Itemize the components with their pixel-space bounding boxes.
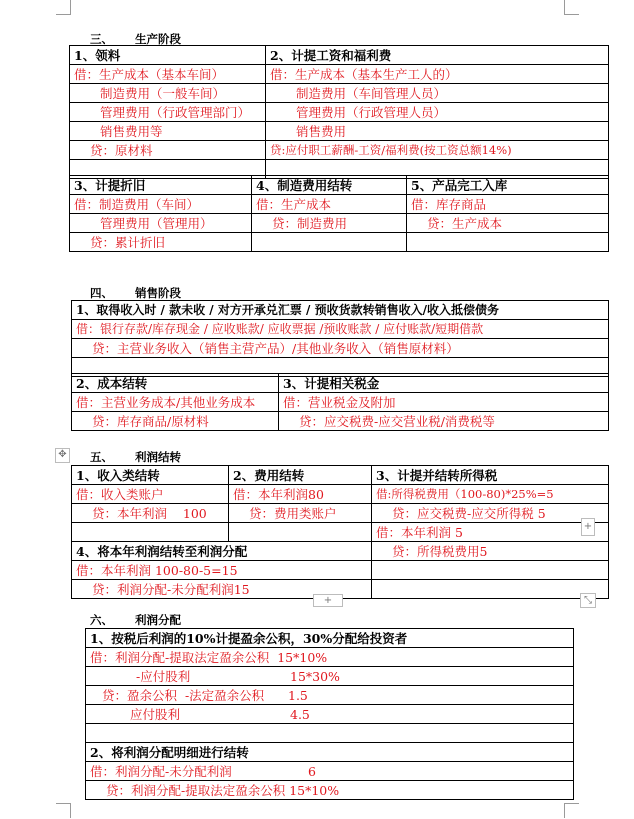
table-cell[interactable]: 贷：应交税费-应交所得税 5 xyxy=(372,504,609,523)
page-corner-mark-bottom-left xyxy=(56,803,71,818)
table-cell[interactable]: 贷：利润分配-未分配利润15 xyxy=(72,580,372,599)
page-corner-mark-top-left xyxy=(56,0,71,15)
table-row xyxy=(70,233,609,252)
table-cell[interactable]: 借：生产成本（基本车间） xyxy=(70,65,266,84)
table-cell[interactable]: 4、将本年利润结转至利润分配 xyxy=(72,542,372,561)
profit-transfer-table xyxy=(71,465,609,599)
table-cell[interactable]: 借：主营业务成本/其他业务成本 xyxy=(72,393,279,412)
table-cell[interactable]: 1、取得收入时 / 款未收 / 对方开承兑汇票 / 预收货款转销售收入/收入抵偿债务 xyxy=(72,301,609,320)
page-corner-mark-bottom-right xyxy=(564,803,579,818)
table-cell[interactable]: 5、产品完工入库 xyxy=(407,176,609,195)
entry-amount: 6 xyxy=(308,763,316,779)
table-row xyxy=(72,466,609,485)
table-cell[interactable]: 借：本年利润80 xyxy=(229,485,372,504)
table-cell[interactable]: 借：营业税金及附加 xyxy=(279,393,609,412)
table-cell[interactable]: 贷：原材料 xyxy=(70,141,266,160)
section-heading-sales xyxy=(90,285,181,301)
table-row xyxy=(70,84,609,103)
table-cell[interactable]: 1、按税后利润的10%计提盈余公积，30%分配给投资者 xyxy=(86,629,574,648)
table-cell[interactable] xyxy=(86,648,574,667)
entry-account: 贷：盈余公积 -法定盈余公积 xyxy=(102,687,265,703)
add-column-button[interactable]: + xyxy=(581,518,595,536)
table-cell[interactable]: 借：银行存款/库存现金 / 应收账款/ 应收票据 /预收账款 / 应付账款/短期借款 xyxy=(72,320,609,339)
table-cell[interactable]: 2、将利润分配明细进行结转 xyxy=(86,743,574,762)
entry-account: -应付股利 xyxy=(136,668,191,684)
table-cell[interactable]: 贷：制造费用 xyxy=(252,214,407,233)
table-cell[interactable]: 借：生产成本（基本生产工人的） xyxy=(266,65,609,84)
table-cell[interactable]: 管理费用（行政管理人员） xyxy=(266,103,609,122)
table-row xyxy=(72,504,609,523)
table-cell[interactable]: 2、计提工资和福利费 xyxy=(266,46,609,65)
table-cell[interactable] xyxy=(86,667,574,686)
section-title: 利润分配 xyxy=(135,613,181,627)
table-cell[interactable]: 贷：费用类账户 xyxy=(229,504,372,523)
table-row xyxy=(70,122,609,141)
table-row xyxy=(86,724,574,743)
table-row xyxy=(86,648,574,667)
table-cell[interactable] xyxy=(86,724,574,743)
table-row xyxy=(86,743,574,762)
table-cell[interactable]: 1、收入类结转 xyxy=(72,466,229,485)
table-cell[interactable]: 贷:应付职工薪酬-工资/福利费(按工资总额14%) xyxy=(266,141,609,160)
entry-amount: 15*10% xyxy=(277,649,328,665)
table-cell[interactable]: 2、费用结转 xyxy=(229,466,372,485)
table-cell[interactable]: 贷：利润分配-提取法定盈余公积 15*10% xyxy=(86,781,574,800)
section-title: 生产阶段 xyxy=(135,32,181,46)
table-cell[interactable]: 借：库存商品 xyxy=(407,195,609,214)
add-row-button[interactable]: + xyxy=(313,594,343,607)
table-cell[interactable] xyxy=(229,523,372,542)
table-row xyxy=(70,46,609,65)
table-row xyxy=(72,523,609,542)
entry-account: 应付股利 xyxy=(130,706,181,722)
production-table-2 xyxy=(69,175,609,252)
table-row xyxy=(86,667,574,686)
table-row xyxy=(86,686,574,705)
table-row xyxy=(72,393,609,412)
section-heading-profit-transfer xyxy=(90,449,181,465)
table-cell[interactable]: 贷：应交税费-应交营业税/消费税等 xyxy=(279,412,609,431)
table-cell[interactable]: 3、计提折旧 xyxy=(70,176,252,195)
section-title: 利润结转 xyxy=(135,450,181,464)
table-cell[interactable]: 制造费用（车间管理人员） xyxy=(266,84,609,103)
table-move-handle-icon[interactable]: ✥ xyxy=(55,448,70,463)
table-cell[interactable] xyxy=(72,523,229,542)
table-cell[interactable]: 贷：本年利润 100 xyxy=(72,504,229,523)
table-cell[interactable]: 借：收入类账户 xyxy=(72,485,229,504)
table-cell[interactable]: 借:所得税费用（100-80)*25%=5 xyxy=(372,485,609,504)
table-row xyxy=(86,781,574,800)
table-cell[interactable]: 2、成本结转 xyxy=(72,374,279,393)
table-row xyxy=(86,629,574,648)
table-cell[interactable]: 管理费用（行政管理部门） xyxy=(70,103,266,122)
table-cell[interactable] xyxy=(407,233,609,252)
section-number: 五、 xyxy=(90,450,113,464)
table-cell[interactable]: 贷：累计折旧 xyxy=(70,233,252,252)
table-row xyxy=(86,762,574,781)
table-row xyxy=(72,542,609,561)
table-cell[interactable]: 借：本年利润 5 xyxy=(372,523,609,542)
table-row xyxy=(70,141,609,160)
table-row xyxy=(72,301,609,320)
sales-table-1 xyxy=(71,300,609,377)
entry-account: 借：利润分配-提取法定盈余公积 xyxy=(90,649,270,665)
table-cell[interactable] xyxy=(86,762,574,781)
table-cell[interactable] xyxy=(372,580,609,599)
section-number: 四、 xyxy=(90,286,113,300)
entry-account: 借：利润分配-未分配利润 xyxy=(90,763,232,779)
section-title: 销售阶段 xyxy=(135,286,181,300)
table-cell[interactable]: 借：生产成本 xyxy=(252,195,407,214)
table-cell[interactable] xyxy=(252,233,407,252)
table-cell[interactable]: 制造费用（一般车间） xyxy=(70,84,266,103)
table-row xyxy=(86,705,574,724)
table-row xyxy=(70,176,609,195)
table-resize-handle-icon[interactable]: ⤡ xyxy=(580,593,596,608)
table-row xyxy=(72,485,609,504)
sales-table-2 xyxy=(71,373,609,431)
section-number: 三、 xyxy=(90,32,113,46)
entry-amount: 4.5 xyxy=(290,706,310,722)
table-cell[interactable] xyxy=(372,561,609,580)
table-cell[interactable]: 销售费用 xyxy=(266,122,609,141)
table-cell[interactable]: 管理费用（管理用） xyxy=(70,214,252,233)
table-cell[interactable]: 1、领料 xyxy=(70,46,266,65)
table-cell[interactable]: 3、计提相关税金 xyxy=(279,374,609,393)
table-row xyxy=(70,103,609,122)
table-row xyxy=(72,412,609,431)
section-number: 六、 xyxy=(90,613,113,627)
table-cell[interactable]: 销售费用等 xyxy=(70,122,266,141)
table-cell[interactable]: 借：制造费用（车间） xyxy=(70,195,252,214)
profit-distribution-table xyxy=(85,628,574,800)
table-row xyxy=(72,374,609,393)
production-table-1 xyxy=(69,45,609,179)
table-cell[interactable]: 借：本年利润 100-80-5=15 xyxy=(72,561,372,580)
page-corner-mark-top-right xyxy=(564,0,579,15)
table-row xyxy=(72,339,609,358)
table-cell[interactable]: 3、计提并结转所得税 xyxy=(372,466,609,485)
table-cell[interactable]: 贷：所得税费用5 xyxy=(372,542,609,561)
table-row xyxy=(72,561,609,580)
section-heading-profit-distribution xyxy=(90,612,181,628)
table-cell[interactable]: 贷：生产成本 xyxy=(407,214,609,233)
entry-amount: 15*30% xyxy=(290,668,340,684)
table-row xyxy=(70,214,609,233)
table-cell[interactable]: 贷：库存商品/原材料 xyxy=(72,412,279,431)
table-row xyxy=(70,195,609,214)
table-cell[interactable] xyxy=(86,705,574,724)
table-cell[interactable] xyxy=(86,686,574,705)
table-row xyxy=(72,320,609,339)
entry-amount: 1.5 xyxy=(288,687,308,703)
table-cell[interactable]: 4、制造费用结转 xyxy=(252,176,407,195)
table-cell[interactable]: 贷：主营业务收入（销售主营产品）/其他业务收入（销售原材料） xyxy=(72,339,609,358)
table-row xyxy=(70,65,609,84)
